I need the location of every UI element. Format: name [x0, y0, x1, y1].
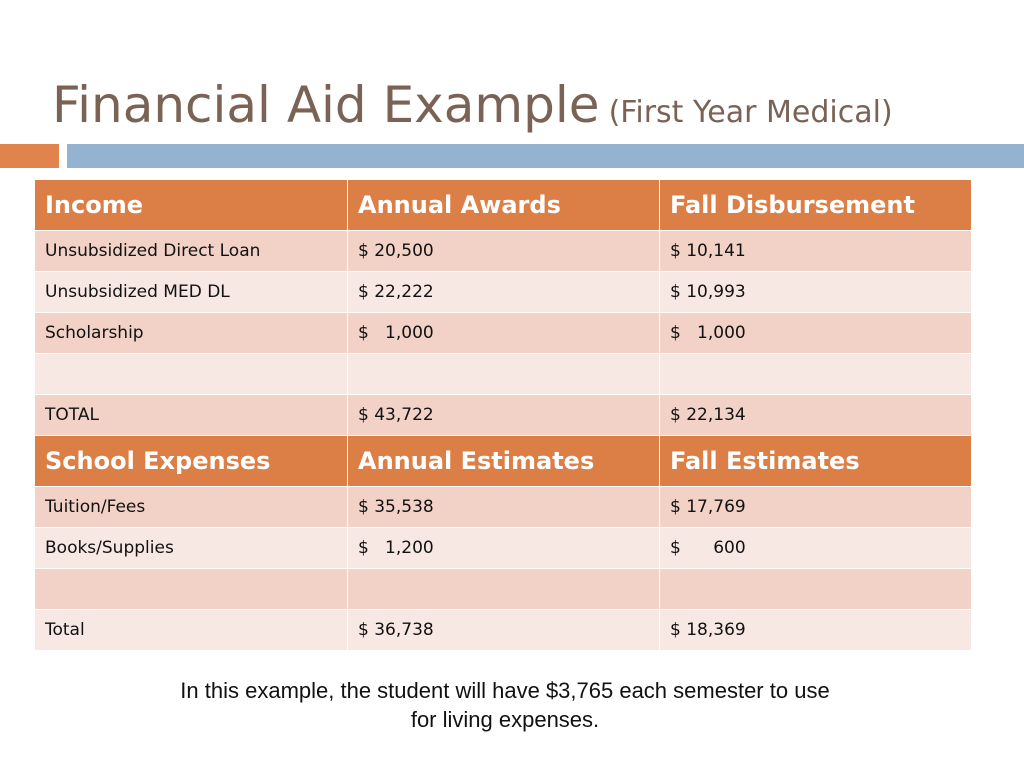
table-cell: Tuition/Fees	[35, 487, 348, 528]
table-cell: $ 22,222	[348, 272, 660, 313]
header-cell: Fall Disbursement	[660, 180, 972, 231]
slide-title-main: Financial Aid Example	[52, 76, 600, 134]
table-cell: $ 17,769	[660, 487, 972, 528]
table-row	[35, 569, 972, 610]
table-cell	[348, 354, 660, 395]
table-cell	[35, 569, 348, 610]
slide-title	[52, 76, 893, 134]
table-cell: $ 35,538	[348, 487, 660, 528]
accent-bar-blue	[67, 144, 1024, 168]
table-cell	[348, 569, 660, 610]
table-cell: $ 1,000	[660, 313, 972, 354]
table-cell: $ 22,134	[660, 395, 972, 436]
table-cell: $ 18,369	[660, 610, 972, 651]
table-row-total	[35, 610, 972, 651]
table-cell	[660, 569, 972, 610]
table-cell: $ 1,000	[348, 313, 660, 354]
table-row-total	[35, 395, 972, 436]
slide-title-subtitle: (First Year Medical)	[608, 95, 893, 130]
table-cell: $ 43,722	[348, 395, 660, 436]
table-cell	[660, 354, 972, 395]
header-cell: Fall Estimates	[660, 436, 972, 487]
income-header-row	[35, 180, 972, 231]
header-cell: Annual Estimates	[348, 436, 660, 487]
table-row	[35, 272, 972, 313]
table-row	[35, 231, 972, 272]
table-cell: Books/Supplies	[35, 528, 348, 569]
expenses-header-row	[35, 436, 972, 487]
table-cell: Unsubsidized MED DL	[35, 272, 348, 313]
table-row	[35, 487, 972, 528]
table-row	[35, 354, 972, 395]
table-cell: $ 20,500	[348, 231, 660, 272]
table-row	[35, 528, 972, 569]
footer-note: In this example, the student will have $3,765 each semester to use for living expenses.	[180, 678, 830, 732]
table-cell: Scholarship	[35, 313, 348, 354]
table-cell: $ 10,141	[660, 231, 972, 272]
table-cell: Unsubsidized Direct Loan	[35, 231, 348, 272]
table-cell	[35, 354, 348, 395]
table-cell: $ 1,200	[348, 528, 660, 569]
header-cell: Annual Awards	[348, 180, 660, 231]
table-cell: Total	[35, 610, 348, 651]
table-cell: $ 10,993	[660, 272, 972, 313]
table-cell: $ 600	[660, 528, 972, 569]
table-cell: TOTAL	[35, 395, 348, 436]
table-cell: $ 36,738	[348, 610, 660, 651]
accent-bar-orange	[0, 144, 59, 168]
header-cell: School Expenses	[35, 436, 348, 487]
financial-aid-table	[34, 179, 972, 651]
table-row	[35, 313, 972, 354]
header-cell: Income	[35, 180, 348, 231]
